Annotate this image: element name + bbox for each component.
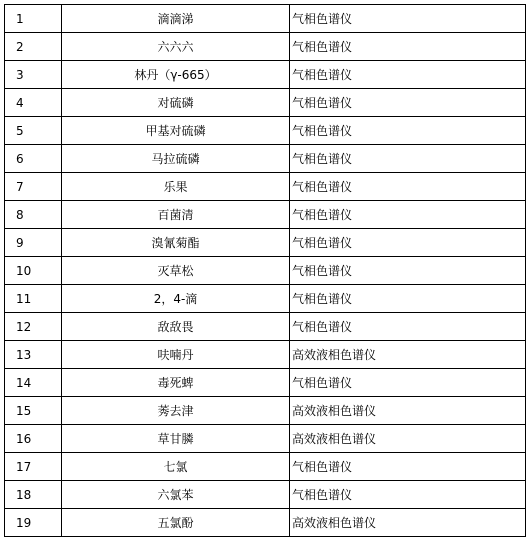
- instrument-cell: 气相色谱仪: [290, 89, 526, 117]
- row-number-cell: 7: [5, 173, 62, 201]
- instrument-cell: 气相色谱仪: [290, 229, 526, 257]
- instrument-cell: 气相色谱仪: [290, 201, 526, 229]
- row-number-cell: 3: [5, 61, 62, 89]
- row-number-cell: 14: [5, 369, 62, 397]
- instrument-cell: 高效液相色谱仪: [290, 397, 526, 425]
- substance-name-cell: 灭草松: [62, 257, 290, 285]
- substance-name-cell: 马拉硫磷: [62, 145, 290, 173]
- instrument-cell: 气相色谱仪: [290, 5, 526, 33]
- row-number-cell: 6: [5, 145, 62, 173]
- instrument-cell: 高效液相色谱仪: [290, 425, 526, 453]
- substance-name-cell: 莠去津: [62, 397, 290, 425]
- table-row: [5, 33, 526, 61]
- table-row: [5, 257, 526, 285]
- table-row: [5, 201, 526, 229]
- instrument-cell: 气相色谱仪: [290, 481, 526, 509]
- substance-name-cell: 六六六: [62, 33, 290, 61]
- instrument-cell: 气相色谱仪: [290, 117, 526, 145]
- table-row: [5, 145, 526, 173]
- row-number-cell: 12: [5, 313, 62, 341]
- row-number-cell: 10: [5, 257, 62, 285]
- substance-name-cell: 林丹（γ-665）: [62, 61, 290, 89]
- instrument-cell: 气相色谱仪: [290, 285, 526, 313]
- table-row: [5, 369, 526, 397]
- substance-name-cell: 百菌清: [62, 201, 290, 229]
- substance-name-cell: 呋喃丹: [62, 341, 290, 369]
- substance-name-cell: 乐果: [62, 173, 290, 201]
- instrument-cell: 高效液相色谱仪: [290, 341, 526, 369]
- row-number-cell: 11: [5, 285, 62, 313]
- substance-name-cell: 毒死蜱: [62, 369, 290, 397]
- table-row: [5, 509, 526, 537]
- substance-name-cell: 滴滴涕: [62, 5, 290, 33]
- row-number-cell: 17: [5, 453, 62, 481]
- instrument-cell: 气相色谱仪: [290, 369, 526, 397]
- row-number-cell: 8: [5, 201, 62, 229]
- table-row: [5, 425, 526, 453]
- table-row: [5, 173, 526, 201]
- instrument-cell: 气相色谱仪: [290, 145, 526, 173]
- row-number-cell: 2: [5, 33, 62, 61]
- instrument-cell: 气相色谱仪: [290, 33, 526, 61]
- row-number-cell: 18: [5, 481, 62, 509]
- table-row: [5, 61, 526, 89]
- substance-name-cell: 甲基对硫磷: [62, 117, 290, 145]
- analysis-method-table: [4, 4, 526, 537]
- substance-name-cell: 敌敌畏: [62, 313, 290, 341]
- table-row: [5, 481, 526, 509]
- instrument-cell: 气相色谱仪: [290, 257, 526, 285]
- row-number-cell: 15: [5, 397, 62, 425]
- instrument-cell: 气相色谱仪: [290, 313, 526, 341]
- substance-name-cell: 草甘膦: [62, 425, 290, 453]
- table-body: [5, 5, 526, 537]
- table-row: [5, 313, 526, 341]
- instrument-cell: 气相色谱仪: [290, 453, 526, 481]
- table-row: [5, 285, 526, 313]
- instrument-cell: 高效液相色谱仪: [290, 509, 526, 537]
- row-number-cell: 13: [5, 341, 62, 369]
- substance-name-cell: 六氯苯: [62, 481, 290, 509]
- substance-name-cell: 2，4-滴: [62, 285, 290, 313]
- row-number-cell: 5: [5, 117, 62, 145]
- instrument-cell: 气相色谱仪: [290, 61, 526, 89]
- table-row: [5, 89, 526, 117]
- row-number-cell: 16: [5, 425, 62, 453]
- table-row: [5, 229, 526, 257]
- table-row: [5, 5, 526, 33]
- substance-name-cell: 溴氰菊酯: [62, 229, 290, 257]
- substance-name-cell: 对硫磷: [62, 89, 290, 117]
- table-row: [5, 117, 526, 145]
- instrument-cell: 气相色谱仪: [290, 173, 526, 201]
- table-row: [5, 397, 526, 425]
- row-number-cell: 9: [5, 229, 62, 257]
- row-number-cell: 1: [5, 5, 62, 33]
- row-number-cell: 4: [5, 89, 62, 117]
- table-row: [5, 453, 526, 481]
- substance-name-cell: 七氯: [62, 453, 290, 481]
- table-row: [5, 341, 526, 369]
- row-number-cell: 19: [5, 509, 62, 537]
- substance-name-cell: 五氯酚: [62, 509, 290, 537]
